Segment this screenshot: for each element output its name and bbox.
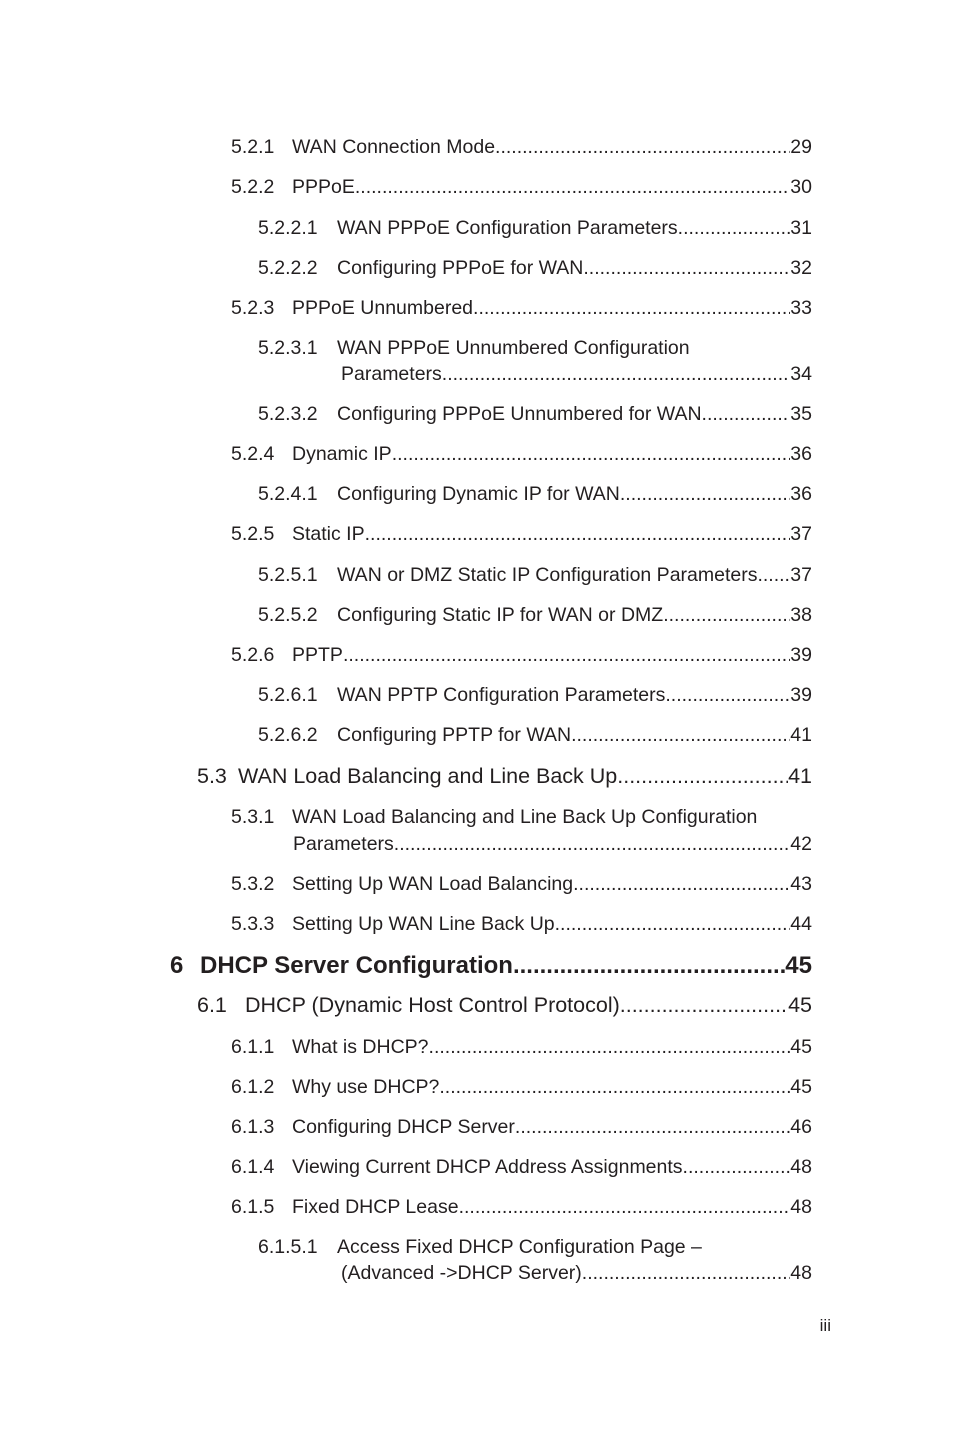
toc-entry-number: 5.2.6.2 <box>258 724 318 746</box>
dot-leader <box>571 721 790 749</box>
toc-entry-title: Configuring DHCP Server <box>292 1116 515 1138</box>
dot-leader <box>392 440 791 468</box>
toc-entry-page: 29 <box>790 136 812 158</box>
toc-entry-line <box>292 803 812 831</box>
toc-entry-title: PPPoE <box>292 176 355 198</box>
toc-entry-page: 34 <box>790 363 812 385</box>
toc-entry-title: Static IP <box>292 523 365 545</box>
toc-entry-page: 38 <box>790 604 812 626</box>
toc-entry-number: 5.2.2.2 <box>258 257 318 279</box>
toc-entry-line <box>245 991 812 1019</box>
toc-entry-number: 6.1.3 <box>231 1116 275 1138</box>
toc-entry-line <box>292 1073 812 1101</box>
toc-entry-line <box>337 561 812 589</box>
toc-entry-line <box>292 910 812 938</box>
toc-entry-line <box>292 1153 812 1181</box>
dot-leader <box>663 601 790 629</box>
toc-entry-title: What is DHCP? <box>292 1036 429 1058</box>
toc-entry-page: 45 <box>790 1076 812 1098</box>
toc-entry-line <box>238 762 812 790</box>
toc-entry-number: 5.2.2.1 <box>258 217 318 239</box>
dot-leader <box>678 214 791 242</box>
toc-entry-page: 46 <box>790 1116 812 1138</box>
dot-leader <box>343 641 790 669</box>
toc-entry-line <box>337 400 812 428</box>
toc-entry-title: WAN PPTP Configuration Parameters <box>337 684 666 706</box>
dot-leader <box>515 1113 790 1141</box>
toc-entry-page: 45 <box>785 952 812 979</box>
toc-entry-number: 6.1.4 <box>231 1156 275 1178</box>
toc-entry-title: Setting Up WAN Load Balancing <box>292 873 574 895</box>
toc-entry-line <box>337 681 812 709</box>
toc-entry-line <box>337 480 812 508</box>
toc-entry-line <box>337 601 812 629</box>
toc-entry-page: 35 <box>790 403 812 425</box>
toc-entry-number: 5.3 <box>197 764 227 788</box>
toc-entry-number: 6.1.1 <box>231 1036 275 1058</box>
toc-entry-title: Parameters <box>293 833 394 855</box>
toc-entry-page: 32 <box>790 257 812 279</box>
toc-entry-line <box>337 214 812 242</box>
dot-leader <box>429 1033 791 1061</box>
toc-entry-page: 41 <box>788 764 812 788</box>
toc-entry-line <box>341 360 812 388</box>
dot-leader <box>757 561 790 589</box>
toc-entry-number: 6 <box>170 952 184 979</box>
toc-entry-title: Access Fixed DHCP Configuration Page – <box>337 1236 702 1258</box>
toc-entry-title: PPTP <box>292 644 343 666</box>
toc-entry-title: WAN PPPoE Unnumbered Configuration <box>337 337 690 359</box>
toc-entry-line <box>292 294 812 322</box>
toc-entry-page: 42 <box>790 833 812 855</box>
toc-entry-page: 37 <box>790 523 812 545</box>
toc-entry-line <box>292 440 812 468</box>
toc-entry-number: 5.3.2 <box>231 873 275 895</box>
toc-entry-page: 39 <box>790 644 812 666</box>
toc-entry-line <box>337 334 812 362</box>
dot-leader <box>582 1259 791 1287</box>
toc-entry-title: WAN Load Balancing and Line Back Up <box>238 764 618 788</box>
toc-entry-title: Fixed DHCP Lease <box>292 1196 459 1218</box>
toc-entry-number: 6.1 <box>197 993 227 1017</box>
toc-entry-title: Configuring PPTP for WAN <box>337 724 572 746</box>
toc-entry-page: 43 <box>790 873 812 895</box>
dot-leader <box>355 173 790 201</box>
toc-entry-line <box>293 830 812 858</box>
toc-entry-number: 6.1.5 <box>231 1196 275 1218</box>
toc-entry-title: Parameters <box>341 363 442 385</box>
toc-entry-title: Configuring Static IP for WAN or DMZ <box>337 604 664 626</box>
toc-entry-page: 45 <box>790 1036 812 1058</box>
page-number: iii <box>819 1316 831 1335</box>
toc-entry-number: 5.2.5.1 <box>258 564 318 586</box>
toc-entry-page: 31 <box>790 217 812 239</box>
toc-entry-title: Dynamic IP <box>292 443 392 465</box>
toc-entry-line <box>292 133 812 161</box>
toc-entry-line <box>292 641 812 669</box>
toc-entry-title: DHCP (Dynamic Host Control Protocol) <box>245 993 620 1017</box>
toc-entry-page: 33 <box>790 297 812 319</box>
toc-entry-title: Viewing Current DHCP Address Assignments <box>292 1156 683 1178</box>
toc-entry-line <box>292 1193 812 1221</box>
toc-entry-page: 36 <box>790 443 812 465</box>
dot-leader <box>617 762 788 790</box>
toc-entry-number: 5.2.3.1 <box>258 337 318 359</box>
toc-entry-line <box>341 1259 812 1287</box>
toc-entry-title: WAN PPPoE Configuration Parameters <box>337 217 678 239</box>
dot-leader <box>702 400 791 428</box>
toc-entry-title: Configuring PPPoE for WAN <box>337 257 584 279</box>
toc-entry-title: WAN Connection Mode <box>292 136 496 158</box>
toc-entry-page: 48 <box>790 1156 812 1178</box>
toc-entry-line <box>292 520 812 548</box>
toc-entry-page: 39 <box>790 684 812 706</box>
toc-entry-page: 37 <box>790 564 812 586</box>
toc-entry-page: 36 <box>790 483 812 505</box>
toc-entry-title: Configuring PPPoE Unnumbered for WAN <box>337 403 702 425</box>
dot-leader <box>442 360 791 388</box>
toc-entry-line <box>337 1233 812 1261</box>
dot-leader <box>365 520 791 548</box>
toc-entry-page: 48 <box>790 1262 812 1284</box>
toc-entry-number: 5.2.5 <box>231 523 275 545</box>
toc-entry-line <box>292 1033 812 1061</box>
toc-entry-title: DHCP Server Configuration <box>200 952 513 979</box>
toc-entry-title: (Advanced ->DHCP Server) <box>341 1262 582 1284</box>
toc-entry-line <box>292 870 812 898</box>
toc-entry-number: 5.2.6.1 <box>258 684 318 706</box>
dot-leader <box>459 1193 791 1221</box>
dot-leader <box>439 1073 790 1101</box>
dot-leader <box>394 830 791 858</box>
toc-entry-title: Why use DHCP? <box>292 1076 440 1098</box>
dot-leader <box>620 480 790 508</box>
toc-entry-number: 5.2.6 <box>231 644 275 666</box>
toc-entry-line <box>200 952 812 980</box>
dot-leader <box>473 294 790 322</box>
toc-entry-number: 5.2.4.1 <box>258 483 318 505</box>
toc-entry-page: 48 <box>790 1196 812 1218</box>
toc-entry-number: 5.2.3 <box>231 297 275 319</box>
dot-leader <box>573 870 790 898</box>
toc-entry-number: 5.3.1 <box>231 806 275 828</box>
toc-entry-page: 41 <box>790 724 812 746</box>
toc-entry-number: 6.1.2 <box>231 1076 275 1098</box>
toc-entry-line <box>292 173 812 201</box>
toc-entry-number: 5.3.3 <box>231 913 275 935</box>
toc-entry-number: 5.2.5.2 <box>258 604 318 626</box>
dot-leader <box>620 991 788 1019</box>
toc-entry-line <box>292 1113 812 1141</box>
toc-entry-title: WAN Load Balancing and Line Back Up Configuration <box>292 806 758 828</box>
toc-entry-number: 6.1.5.1 <box>258 1236 318 1258</box>
dot-leader <box>495 133 790 161</box>
toc-entry-number: 5.2.2 <box>231 176 275 198</box>
toc-entry-title: Setting Up WAN Line Back Up <box>292 913 555 935</box>
toc-entry-page: 30 <box>790 176 812 198</box>
dot-leader <box>665 681 790 709</box>
toc-entry-title: WAN or DMZ Static IP Configuration Parameters <box>337 564 758 586</box>
toc-entry-number: 5.2.1 <box>231 136 275 158</box>
toc-entry-page: 44 <box>790 913 812 935</box>
dot-leader <box>513 952 785 980</box>
dot-leader <box>583 254 790 282</box>
toc-entry-line <box>337 721 812 749</box>
toc-entry-title: Configuring Dynamic IP for WAN <box>337 483 620 505</box>
toc-entry-number: 5.2.3.2 <box>258 403 318 425</box>
toc-entry-number: 5.2.4 <box>231 443 275 465</box>
toc-entry-page: 45 <box>788 993 812 1017</box>
dot-leader <box>683 1153 791 1181</box>
dot-leader <box>555 910 791 938</box>
toc-entry-title: PPPoE Unnumbered <box>292 297 474 319</box>
toc-entry-line <box>337 254 812 282</box>
